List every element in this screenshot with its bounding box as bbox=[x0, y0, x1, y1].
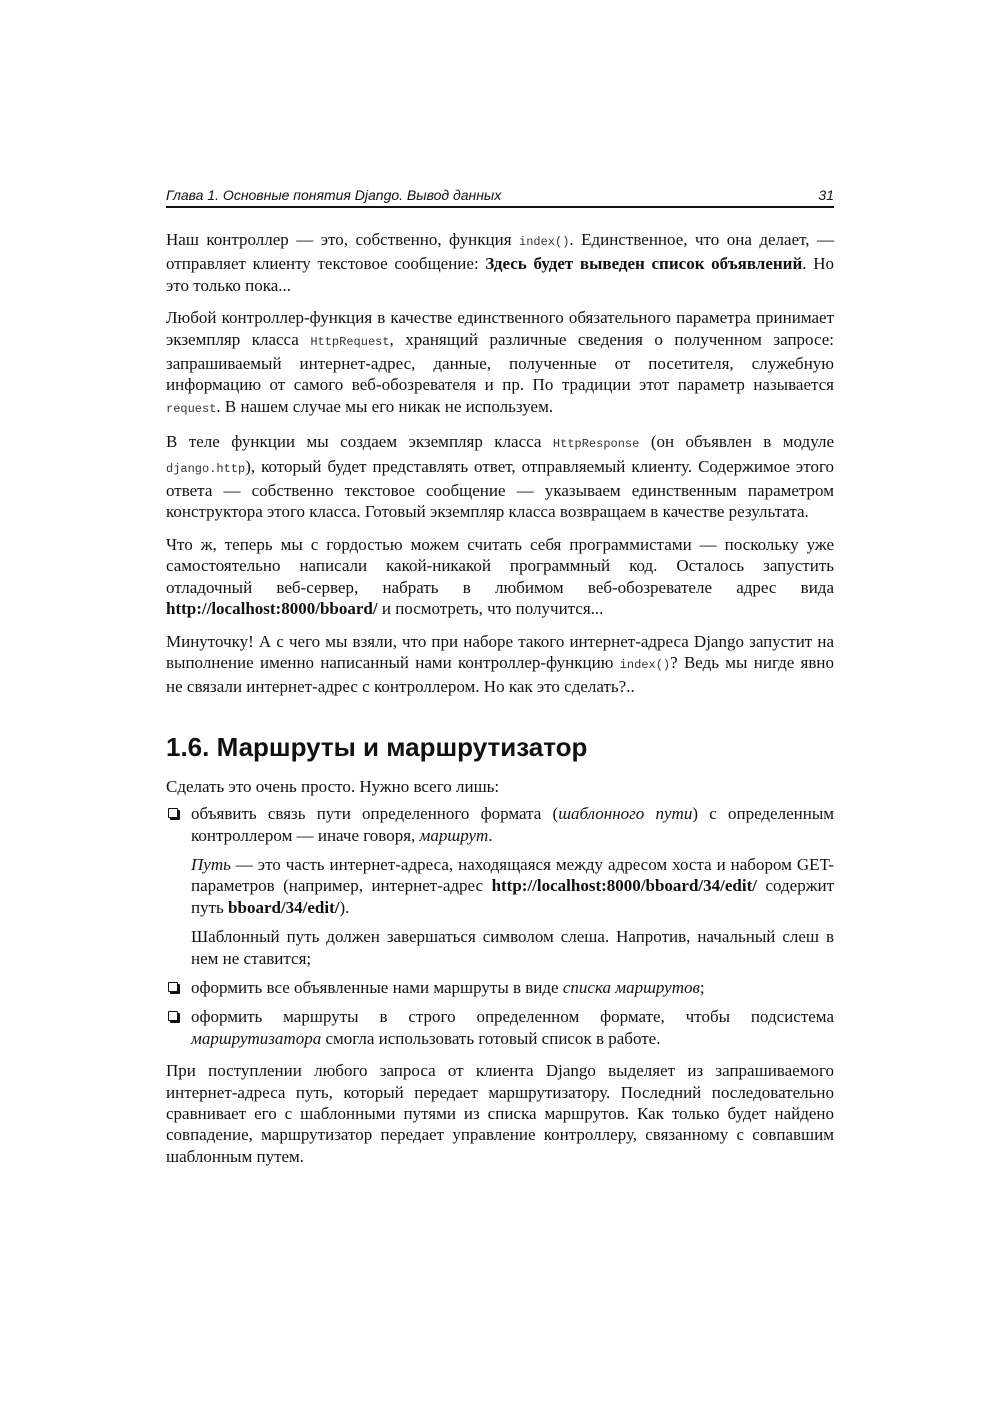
code-httpresponse: HttpResponse bbox=[552, 437, 640, 452]
paragraph-controller-function bbox=[166, 229, 834, 296]
paragraph-httpresponse bbox=[166, 431, 834, 523]
chapter-title: Глава 1. Основные понятия Django. Вывод данных bbox=[166, 187, 502, 203]
checkbox-bullet-icon bbox=[168, 1011, 178, 1021]
page-number: 31 bbox=[818, 187, 834, 203]
paragraph-run-server bbox=[166, 534, 834, 620]
text: смогла использовать готовый список в работе. bbox=[321, 1028, 661, 1048]
bold-url: http://localhost:8000/bboard/ bbox=[166, 599, 378, 619]
text: . bbox=[488, 825, 493, 845]
text: Наш контроллер — это, собственно, функция bbox=[166, 230, 519, 249]
text: оформить все объявленные нами маршруты в виде bbox=[191, 977, 563, 997]
italic-term: маршрутизатора bbox=[191, 1028, 322, 1048]
text: оформить маршруты в строго определенном формате, чтобы подсистема bbox=[191, 1007, 834, 1027]
paragraph-httprequest bbox=[166, 307, 834, 420]
bold-url: http://localhost:8000/bboard/34/edit/ bbox=[491, 876, 757, 896]
italic-term: Путь bbox=[191, 854, 231, 874]
page-body bbox=[166, 229, 834, 1167]
text: Любой контроллер-функция в качестве единственного обязательного параметра принимает экземпляр класса bbox=[166, 308, 834, 349]
text: . Единственное, что она делает, — отправляет клиенту текстовое сообщение: bbox=[166, 230, 834, 274]
text: В теле функции мы создаем экземпляр класса bbox=[166, 432, 553, 452]
text: ; bbox=[699, 977, 705, 997]
text: ), который будет представлять ответ, отправляемый клиенту. Содержимое этого ответа — собственно текстовое сообщение — указываем единственным параметром конструктора этого класса. Готовый экземпляр класса возвращаем в качестве результата. bbox=[166, 456, 834, 522]
text: — это часть интернет-адреса, находящаяся между адресом хоста и набором GET-параметров (например, интернет-адрес bbox=[191, 854, 834, 896]
code-request: request bbox=[166, 401, 217, 416]
list-item bbox=[166, 1006, 834, 1049]
text: Минуточку! А с чего мы взяли, что при наборе такого интернет-адреса Django запустит на выполнение именно написанный нами контроллер-функцию bbox=[166, 631, 834, 672]
text: и посмотреть, что получится... bbox=[377, 599, 604, 619]
bold-path: bboard/34/edit/ bbox=[228, 897, 340, 917]
text: ). bbox=[339, 897, 350, 917]
text: Что ж, теперь мы с гордостью можем считать себя программистами — поскольку уже самостоятельно написали какой-никакой программный код. Осталось запустить отладочный веб-сервер, набрать в любимом веб-обозревателе адрес вида bbox=[166, 534, 834, 597]
paragraph-intro bbox=[166, 776, 834, 797]
italic-term: шаблонного пути bbox=[558, 804, 693, 824]
code-django-http: django.http bbox=[166, 461, 246, 476]
text: объявить связь пути определенного формата ( bbox=[191, 804, 559, 824]
paragraph-routing bbox=[166, 1060, 834, 1167]
text: (он объявлен в модуле bbox=[639, 432, 834, 452]
italic-term: маршрут bbox=[419, 825, 489, 845]
list-item bbox=[166, 803, 834, 846]
code-index: index() bbox=[619, 657, 671, 672]
text: содержит путь bbox=[191, 876, 834, 917]
italic-term: списка маршрутов bbox=[562, 977, 700, 997]
checkbox-bullet-icon bbox=[168, 808, 178, 818]
checkbox-bullet-icon bbox=[168, 982, 178, 992]
text: . В нашем случае мы его никак не используем. bbox=[216, 396, 554, 416]
running-head bbox=[166, 186, 834, 208]
code-httprequest: HttpRequest bbox=[310, 334, 390, 349]
list-item-note bbox=[166, 854, 834, 918]
code-index: index() bbox=[519, 235, 570, 249]
text: Шаблонный путь должен завершаться символом слеша. Напротив, начальный слеш в нем не ставится; bbox=[191, 927, 834, 968]
paragraph-question bbox=[166, 631, 834, 698]
bold-message: Здесь будет выведен список объявлений bbox=[485, 254, 803, 274]
text: ) с определенным контроллером — иначе говоря, bbox=[191, 804, 834, 845]
text: ? Ведь мы нигде явно не связали интернет-адрес с контроллером. Но как это сделать?.. bbox=[166, 652, 834, 697]
list-item-note bbox=[166, 926, 834, 969]
text: При поступлении любого запроса от клиента Django выделяет из запрашиваемого интернет-адреса путь, который передает маршрутизатору. Последний последовательно сравнивает его с шаблонными путями из списка маршрутов. Как только будет найдено совпадение, маршрутизатор передает управление контроллеру, связанному с совпавшим шаблонным путем. bbox=[166, 1061, 834, 1166]
text: , хранящий различные сведения о полученном запросе: запрашиваемый интернет-адрес, данные, полученные от посетителя, служебную информацию от самого веб-обозревателя и пр. По традиции этот параметр называется bbox=[166, 329, 834, 395]
list-item bbox=[166, 977, 834, 998]
text: . Но это только пока... bbox=[166, 254, 834, 295]
section-heading: 1.6. Маршруты и маршрутизатор bbox=[166, 731, 588, 762]
text: Сделать это очень просто. Нужно всего лишь: bbox=[166, 776, 500, 796]
